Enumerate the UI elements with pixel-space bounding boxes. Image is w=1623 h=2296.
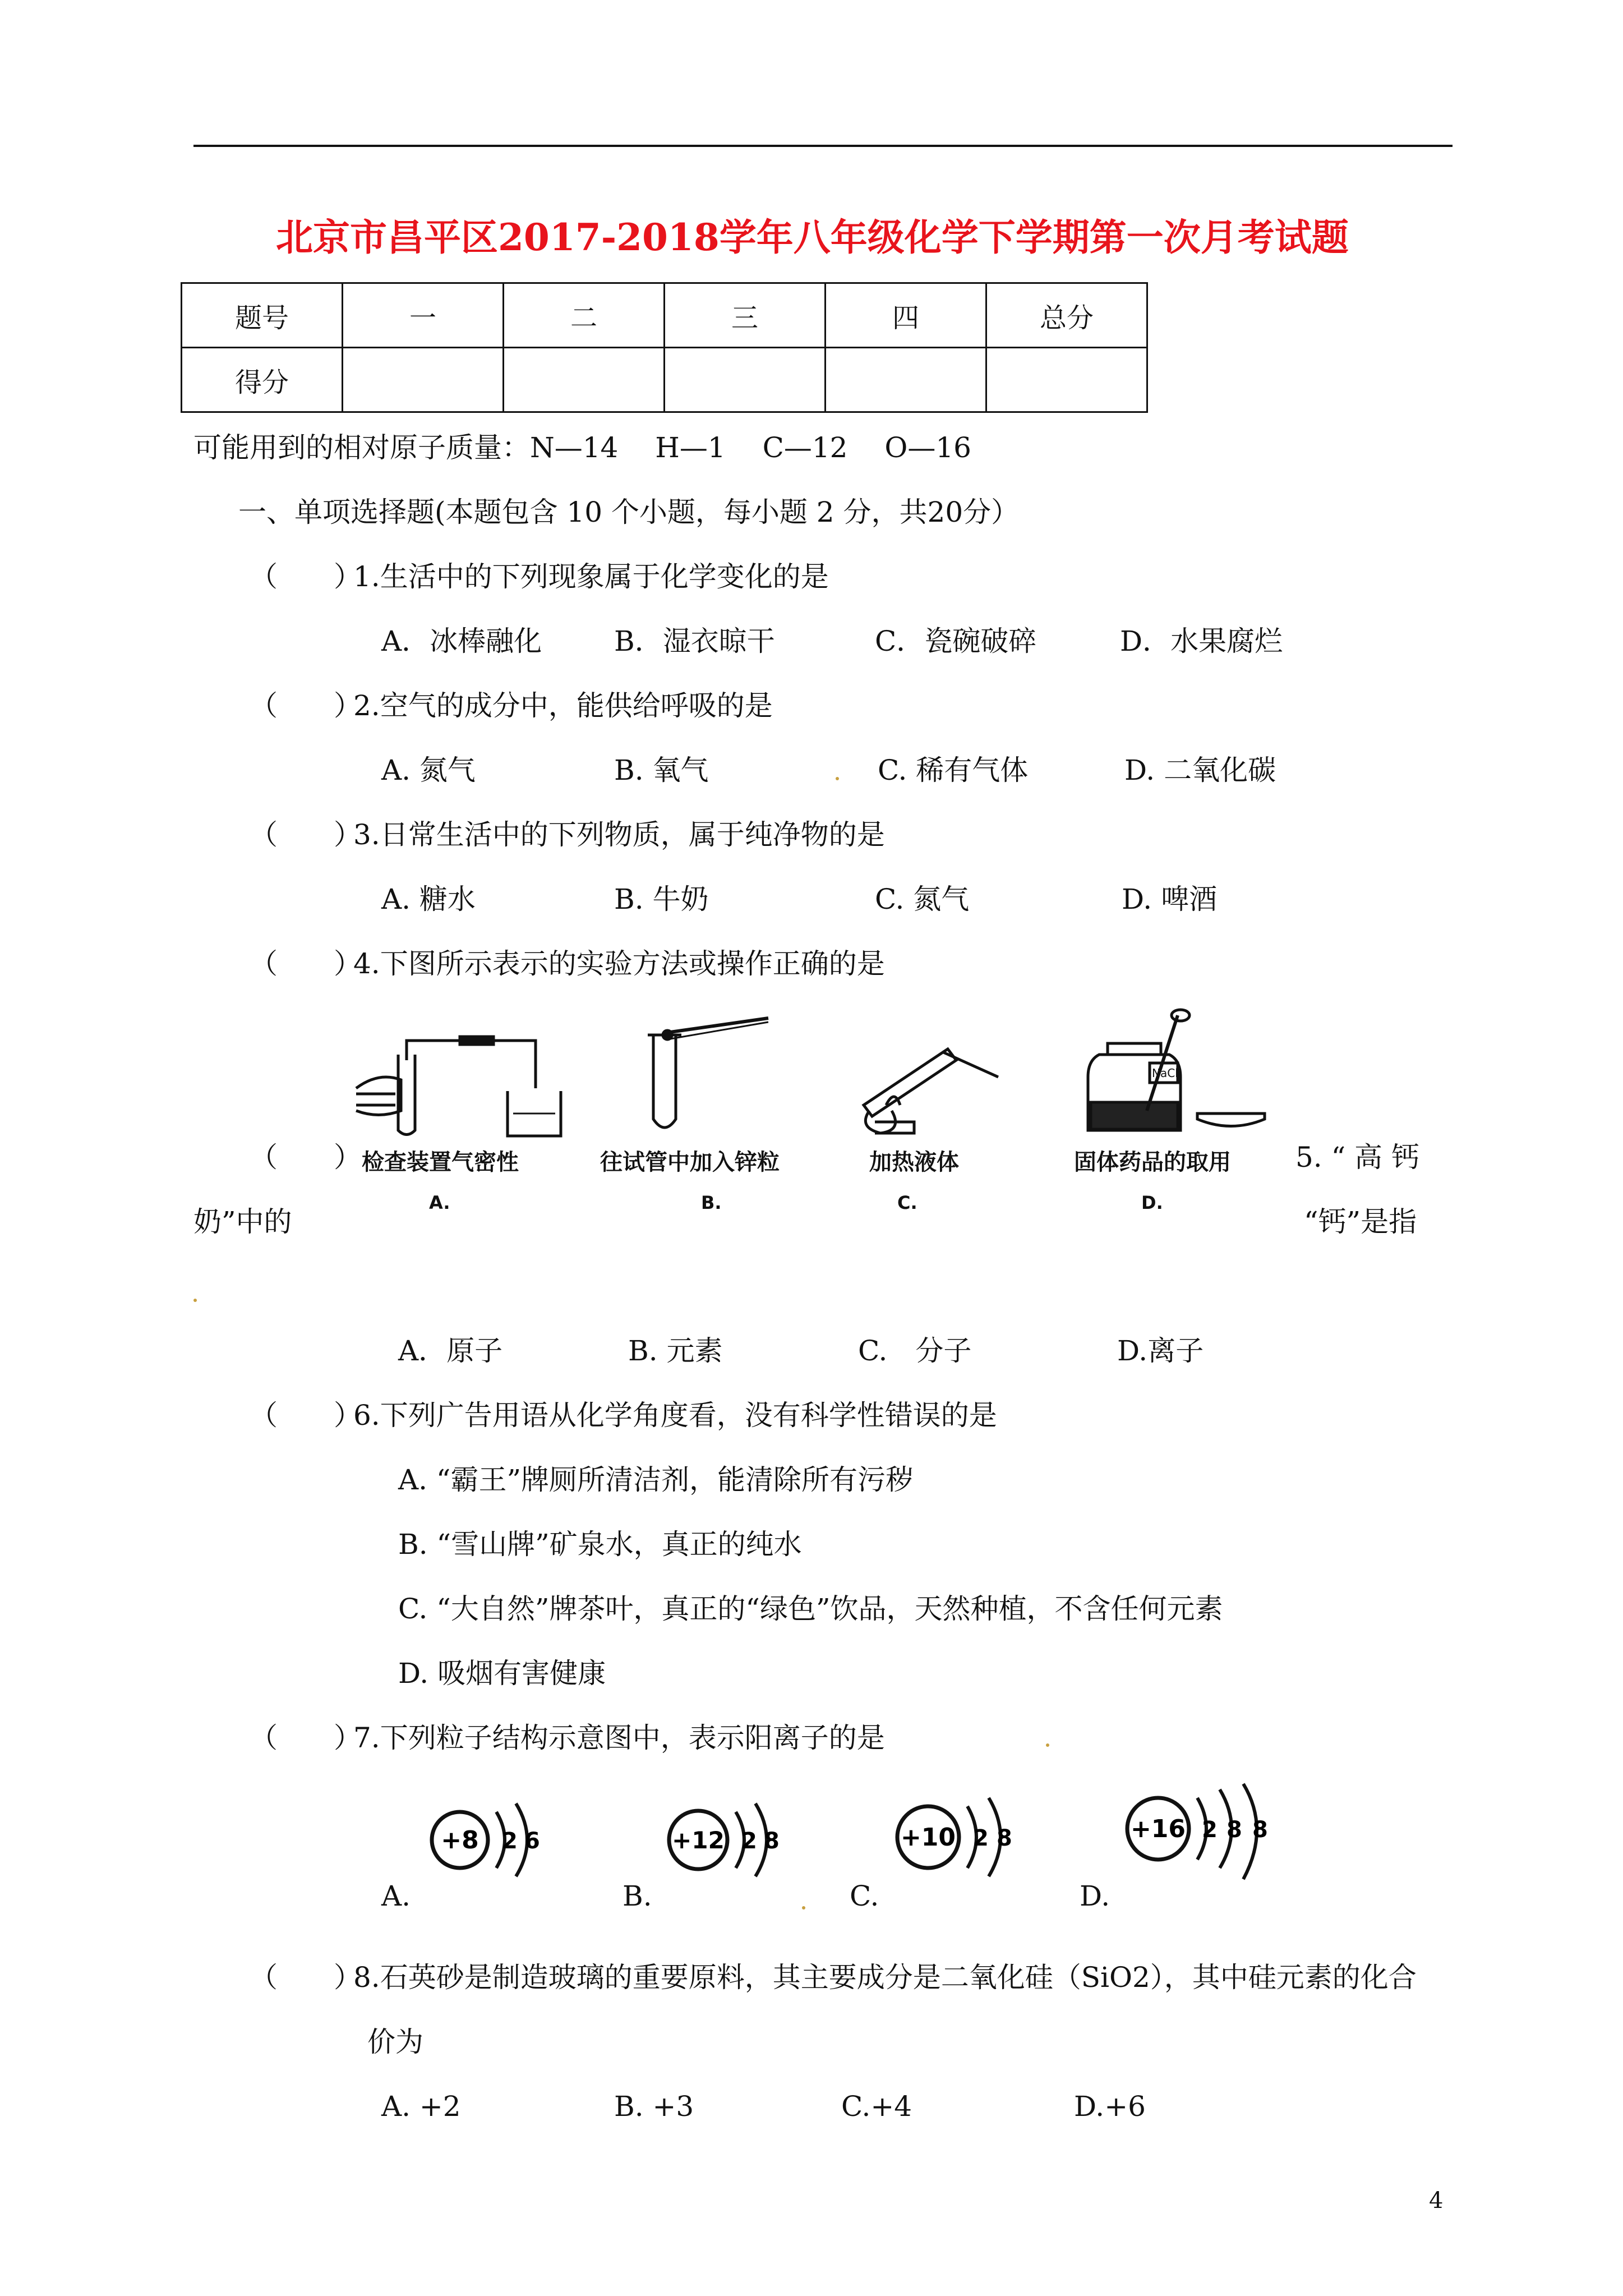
question-stem: 6.下列广告用语从化学角度看，没有科学性错误的是 (353, 1399, 997, 1432)
question-stem-continued: 价为 (367, 2026, 423, 2058)
option-b: B. +3 (614, 2090, 694, 2123)
particle-letter-a: A. (381, 1880, 411, 1912)
option-b: B. 氧气 (614, 754, 709, 786)
particle-letter-d: D. (1080, 1880, 1110, 1912)
score-table-header-row (182, 283, 1147, 348)
score-blank-cell[interactable] (826, 348, 986, 412)
figure-caption: 往试管中加入锌粒 (600, 1149, 780, 1175)
question-stem: 2.空气的成分中，能供给呼吸的是 (353, 689, 773, 722)
option-c: C. 分子 (858, 1335, 972, 1367)
question-stem: 4.下图所示表示的实验方法或操作正确的是 (353, 947, 885, 980)
particle-a-diagram (421, 1795, 566, 1885)
test-tube-zinc-icon (600, 1015, 791, 1139)
option-b: B. 元素 (628, 1335, 723, 1367)
option-c: C. “大自然”牌茶叶，真正的“绿色”饮品，天然种植，不含任何元素 (398, 1593, 1223, 1625)
score-blank-cell[interactable] (504, 348, 665, 412)
scan-speck (836, 777, 839, 780)
figure-d-solid-reagent (1074, 1004, 1276, 1213)
option-b: B. “雪山牌”矿泉水，真正的纯水 (398, 1528, 802, 1561)
answer-blank[interactable]: （ ） (250, 947, 362, 980)
particle-b-diagram (659, 1795, 805, 1885)
shell-electrons: 8 (764, 1828, 780, 1854)
figure-letter: B. (701, 1192, 722, 1213)
figure-c-heat-liquid (852, 1027, 1021, 1213)
shell-electrons: 2 (1202, 1817, 1218, 1843)
score-blank-cell[interactable] (343, 348, 504, 412)
figure-caption: 加热液体 (869, 1149, 959, 1175)
page-title: 北京市昌平区2017-2018学年八年级化学下学期第一次月考试题 (276, 215, 1349, 259)
question-stem: 3.日常生活中的下列物质，属于纯净物的是 (353, 818, 885, 851)
atomic-masses-line: 可能用到的相对原子质量：N—14 H—1 C—12 O—16 (193, 431, 971, 464)
particle-c-diagram (889, 1789, 1035, 1885)
question-stem: 8.石英砂是制造玻璃的重要原料，其主要成分是二氧化硅（SiO2），其中硅元素的化合 (353, 1961, 1417, 1994)
particle-letter-b: B. (623, 1880, 652, 1912)
option-b: B. 牛奶 (614, 883, 709, 915)
option-d: D.+6 (1074, 2090, 1146, 2123)
option-b: B．湿衣晾干 (614, 625, 775, 657)
score-header-cell: 总分 (986, 283, 1147, 348)
option-c: C.+4 (841, 2090, 912, 2123)
answer-blank[interactable]: （ ） (250, 1722, 362, 1754)
answer-blank[interactable]: （ ） (250, 818, 362, 851)
page-number: 4 (1429, 2188, 1444, 2214)
shell-electrons: 2 (973, 1825, 989, 1851)
figure-b-add-zinc (600, 1015, 791, 1213)
figure-letter: C. (897, 1192, 917, 1213)
shell-electrons: 8 (997, 1825, 1012, 1851)
option-a: A. 糖水 (381, 883, 476, 915)
scan-speck (802, 1906, 805, 1910)
score-header-cell: 二 (504, 283, 665, 348)
answer-blank[interactable]: （ ） (250, 689, 362, 722)
score-table (181, 282, 1148, 413)
section-heading: 一、单项选择题(本题包含 10 个小题，每小题 2 分，共20分） (238, 496, 1020, 528)
question-stem: 1.生活中的下列现象属于化学变化的是 (353, 560, 829, 593)
figure-caption: 固体药品的取用 (1074, 1149, 1231, 1175)
option-a: A．冰棒融化 (381, 625, 542, 657)
score-table-score-row (182, 348, 1147, 412)
option-c: C. 稀有气体 (878, 754, 1029, 786)
nacl-label: NaCl (1152, 1066, 1178, 1080)
score-header-cell: 一 (343, 283, 504, 348)
option-a: A. +2 (381, 2090, 461, 2123)
option-a: A. 氮气 (381, 754, 476, 786)
question-stem: 奶”中的 (193, 1205, 292, 1238)
score-header-cell: 四 (826, 283, 986, 348)
shell-electrons: 2 (741, 1828, 757, 1854)
nucleus-charge: +16 (1130, 1815, 1186, 1843)
option-d: D．水果腐烂 (1120, 625, 1283, 657)
answer-blank[interactable]: （ ） (250, 560, 362, 593)
shell-electrons: 8 (1227, 1817, 1242, 1843)
option-d: D.离子 (1117, 1335, 1204, 1367)
scan-speck (193, 1299, 197, 1302)
option-d: D. 二氧化碳 (1124, 754, 1276, 786)
option-a: A．原子 (398, 1335, 503, 1367)
question-stem: 5. “ 高 钙 (1295, 1141, 1419, 1174)
option-c: C．瓷碗破碎 (875, 625, 1037, 657)
particle-letter-c: C. (850, 1880, 879, 1912)
shell-electrons: 2 (502, 1828, 518, 1854)
option-d: D. 啤酒 (1122, 883, 1218, 915)
option-a: A. “霸王”牌厕所清洁剂，能清除所有污秽 (398, 1464, 914, 1496)
answer-blank[interactable]: （ ） (250, 1141, 362, 1174)
score-blank-cell[interactable] (665, 348, 826, 412)
particle-d-diagram (1119, 1781, 1304, 1885)
score-header-cell: 三 (665, 283, 826, 348)
question-stem: 7.下列粒子结构示意图中，表示阳离子的是 (353, 1722, 885, 1754)
shell-electrons: 6 (524, 1828, 540, 1854)
heating-liquid-icon (852, 1027, 1021, 1139)
score-row-label: 得分 (182, 348, 343, 412)
question-stem: “钙”是指 (1304, 1205, 1417, 1238)
answer-blank[interactable]: （ ） (250, 1399, 362, 1432)
answer-blank[interactable]: （ ） (250, 1961, 362, 1994)
figure-letter: D. (1141, 1192, 1163, 1213)
option-c: C. 氮气 (875, 883, 970, 915)
scan-speck (1046, 1743, 1049, 1747)
nucleus-charge: +12 (672, 1826, 725, 1854)
reagent-bottle-spoon-icon (1074, 1004, 1276, 1139)
option-d: D. 吸烟有害健康 (398, 1657, 606, 1690)
nucleus-charge: +8 (441, 1826, 479, 1855)
nucleus-charge: +10 (900, 1823, 956, 1852)
shell-electrons: 8 (1252, 1817, 1268, 1843)
score-blank-cell[interactable] (986, 348, 1147, 412)
figure-a-airtightness-check (345, 1027, 564, 1213)
score-header-cell: 题号 (182, 283, 343, 348)
figure-caption: 检查装置气密性 (362, 1149, 519, 1175)
airtightness-apparatus-icon (345, 1027, 564, 1139)
header-rule (193, 145, 1453, 147)
figure-letter: A. (429, 1192, 450, 1213)
